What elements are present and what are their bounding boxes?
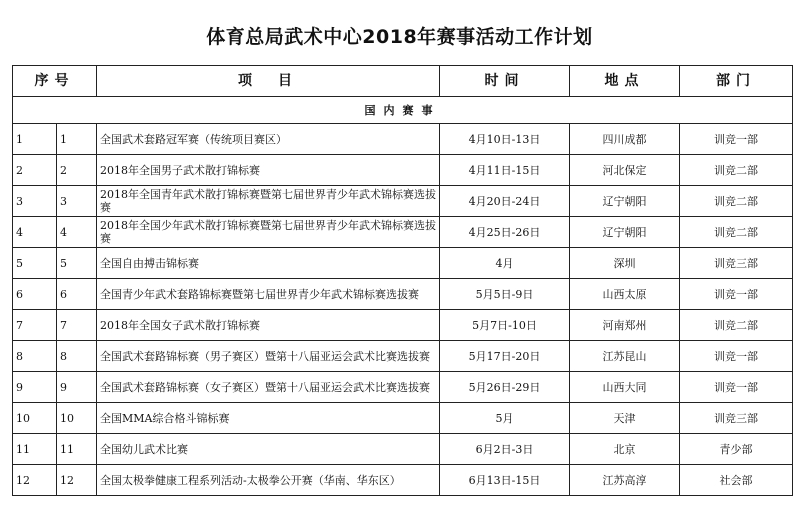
row-index: 6 [13, 279, 57, 310]
header-time: 时间 [440, 66, 570, 97]
table-row [13, 341, 793, 372]
event-location: 江苏高淳 [570, 465, 680, 496]
table-row [13, 217, 793, 248]
event-time: 4月25日-26日 [440, 217, 570, 248]
event-time: 6月13日-15日 [440, 465, 570, 496]
row-sub-index: 9 [57, 372, 97, 403]
row-sub-index: 2 [57, 155, 97, 186]
event-location: 江苏昆山 [570, 341, 680, 372]
event-location: 辽宁朝阳 [570, 186, 680, 217]
event-location: 深圳 [570, 248, 680, 279]
event-time: 4月11日-15日 [440, 155, 570, 186]
table-row [13, 434, 793, 465]
header-dept: 部门 [680, 66, 793, 97]
event-location: 四川成都 [570, 124, 680, 155]
event-department: 训竞一部 [680, 279, 793, 310]
section-label: 国内赛事 [13, 97, 793, 124]
event-location: 山西太原 [570, 279, 680, 310]
event-name: 全国青少年武术套路锦标赛暨第七届世界青少年武术锦标赛选拔赛 [97, 279, 440, 310]
event-time: 4月 [440, 248, 570, 279]
event-time: 5月 [440, 403, 570, 434]
row-index: 8 [13, 341, 57, 372]
event-department: 训竞二部 [680, 155, 793, 186]
event-time: 5月26日-29日 [440, 372, 570, 403]
table-row [13, 155, 793, 186]
event-department: 青少部 [680, 434, 793, 465]
event-time: 5月17日-20日 [440, 341, 570, 372]
row-index: 10 [13, 403, 57, 434]
table-row [13, 186, 793, 217]
event-location: 山西大同 [570, 372, 680, 403]
event-department: 训竞一部 [680, 372, 793, 403]
row-index: 1 [13, 124, 57, 155]
event-department: 训竞二部 [680, 186, 793, 217]
row-sub-index: 6 [57, 279, 97, 310]
event-name: 全国太极拳健康工程系列活动-太极拳公开赛（华南、华东区） [97, 465, 440, 496]
row-index: 11 [13, 434, 57, 465]
row-sub-index: 10 [57, 403, 97, 434]
header-seq: 序号 [13, 66, 97, 97]
schedule-table [12, 65, 793, 496]
row-sub-index: 5 [57, 248, 97, 279]
table-row [13, 372, 793, 403]
row-sub-index: 12 [57, 465, 97, 496]
event-name: 2018年全国男子武术散打锦标赛 [97, 155, 440, 186]
row-index: 3 [13, 186, 57, 217]
row-sub-index: 3 [57, 186, 97, 217]
event-name: 全国自由搏击锦标赛 [97, 248, 440, 279]
header-row [13, 66, 793, 97]
event-department: 训竞三部 [680, 403, 793, 434]
event-name: 全国武术套路锦标赛（男子赛区）暨第十八届亚运会武术比赛选拔赛 [97, 341, 440, 372]
row-index: 2 [13, 155, 57, 186]
event-department: 训竞二部 [680, 310, 793, 341]
table-row [13, 124, 793, 155]
row-index: 9 [13, 372, 57, 403]
row-sub-index: 8 [57, 341, 97, 372]
table-row [13, 248, 793, 279]
row-sub-index: 11 [57, 434, 97, 465]
event-time: 5月7日-10日 [440, 310, 570, 341]
event-department: 社会部 [680, 465, 793, 496]
event-department: 训竞一部 [680, 124, 793, 155]
row-index: 4 [13, 217, 57, 248]
event-time: 6月2日-3日 [440, 434, 570, 465]
event-name: 全国MMA综合格斗锦标赛 [97, 403, 440, 434]
table-row [13, 465, 793, 496]
event-name: 2018年全国少年武术散打锦标赛暨第七届世界青少年武术锦标赛选拔赛 [97, 217, 440, 248]
row-index: 7 [13, 310, 57, 341]
table-row [13, 279, 793, 310]
event-name: 全国武术套路锦标赛（女子赛区）暨第十八届亚运会武术比赛选拔赛 [97, 372, 440, 403]
event-location: 天津 [570, 403, 680, 434]
event-location: 河北保定 [570, 155, 680, 186]
event-name: 2018年全国青年武术散打锦标赛暨第七届世界青少年武术锦标赛选拔赛 [97, 186, 440, 217]
event-department: 训竞三部 [680, 248, 793, 279]
event-location: 辽宁朝阳 [570, 217, 680, 248]
row-sub-index: 4 [57, 217, 97, 248]
row-index: 12 [13, 465, 57, 496]
event-location: 河南郑州 [570, 310, 680, 341]
section-row [13, 97, 793, 124]
table-row [13, 403, 793, 434]
event-name: 全国武术套路冠军赛（传统项目赛区） [97, 124, 440, 155]
row-sub-index: 1 [57, 124, 97, 155]
row-sub-index: 7 [57, 310, 97, 341]
event-time: 4月10日-13日 [440, 124, 570, 155]
event-department: 训竞一部 [680, 341, 793, 372]
header-place: 地点 [570, 66, 680, 97]
table-row [13, 310, 793, 341]
document-title: 体育总局武术中心2018年赛事活动工作计划 [206, 26, 593, 48]
event-time: 4月20日-24日 [440, 186, 570, 217]
event-name: 全国幼儿武术比赛 [97, 434, 440, 465]
header-item: 项 目 [97, 66, 440, 97]
event-time: 5月5日-9日 [440, 279, 570, 310]
row-index: 5 [13, 248, 57, 279]
event-location: 北京 [570, 434, 680, 465]
event-name: 2018年全国女子武术散打锦标赛 [97, 310, 440, 341]
event-department: 训竞二部 [680, 217, 793, 248]
